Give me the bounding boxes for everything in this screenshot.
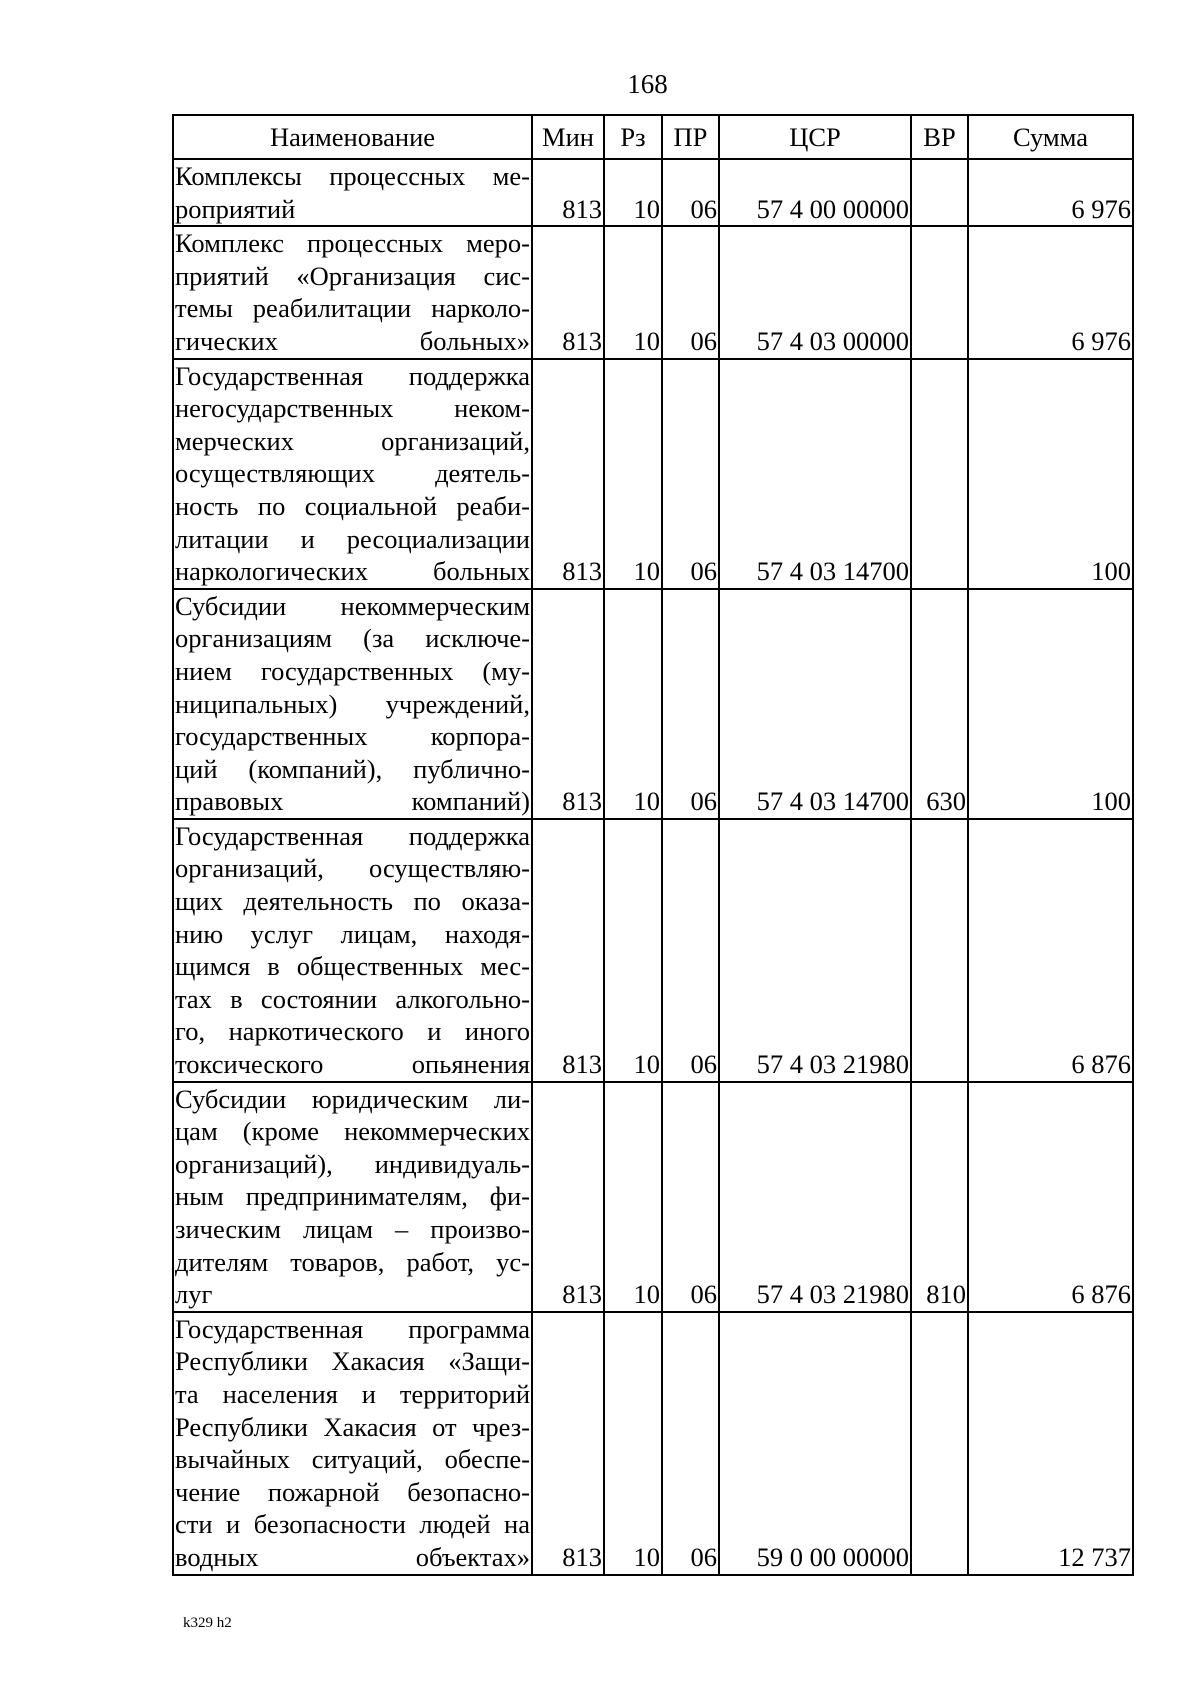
row-name: Субсидии некоммерческим организациям (за исключе- нием государственных (му- ниципальных) учреждений, государственных корпора- ций (компаний), публично- правовых компаний) — [173, 589, 532, 819]
row-rz: 10 — [604, 359, 662, 589]
header-csr: ЦСР — [719, 115, 911, 159]
table-row — [173, 1312, 1133, 1575]
row-sum: 12 737 — [968, 1312, 1133, 1575]
row-csr: 57 4 03 00000 — [719, 226, 911, 358]
table-row — [173, 1082, 1133, 1312]
row-pr: 06 — [662, 159, 719, 226]
row-min: 813 — [532, 589, 604, 819]
header-sum: Сумма — [968, 115, 1133, 159]
row-pr: 06 — [662, 226, 719, 358]
row-min: 813 — [532, 819, 604, 1082]
row-min: 813 — [532, 1082, 604, 1312]
row-csr: 57 4 03 14700 — [719, 359, 911, 589]
row-vr — [911, 1312, 968, 1575]
header-vr: ВР — [911, 115, 968, 159]
row-vr — [911, 159, 968, 226]
table-header-row — [173, 115, 1133, 159]
row-pr: 06 — [662, 1082, 719, 1312]
row-csr: 57 4 03 21980 — [719, 1082, 911, 1312]
table-row — [173, 159, 1133, 226]
row-csr: 57 4 00 00000 — [719, 159, 911, 226]
row-vr — [911, 819, 968, 1082]
row-pr: 06 — [662, 1312, 719, 1575]
row-vr — [911, 226, 968, 358]
row-sum: 6 976 — [968, 159, 1133, 226]
header-name: Наименование — [173, 115, 532, 159]
row-name: Государственная поддержка негосударственных неком- мерческих организаций, осуществляющих деятель- ность по социальной реаби- литации и ресоциализации наркологических больных — [173, 359, 532, 589]
row-csr: 57 4 03 21980 — [719, 819, 911, 1082]
row-sum: 100 — [968, 359, 1133, 589]
header-pr: ПР — [662, 115, 719, 159]
row-name: Субсидии юридическим ли- цам (кроме некоммерческих организаций), индивидуаль- ным предпринимателям, фи- зическим лицам – произво- дителям товаров, работ, ус- луг — [173, 1082, 532, 1312]
row-rz: 10 — [604, 226, 662, 358]
table-row — [173, 226, 1133, 358]
row-vr — [911, 359, 968, 589]
row-name: Комплексы процессных ме- роприятий — [173, 159, 532, 226]
row-sum: 6 876 — [968, 819, 1133, 1082]
row-sum: 6 976 — [968, 226, 1133, 358]
table-row — [173, 819, 1133, 1082]
page-number: 168 — [627, 69, 668, 99]
row-pr: 06 — [662, 359, 719, 589]
table-row — [173, 589, 1133, 819]
budget-table — [172, 114, 1134, 1576]
row-rz: 10 — [604, 1312, 662, 1575]
table-row — [173, 359, 1133, 589]
row-sum: 6 876 — [968, 1082, 1133, 1312]
row-csr: 57 4 03 14700 — [719, 589, 911, 819]
row-vr: 810 — [911, 1082, 968, 1312]
row-rz: 10 — [604, 589, 662, 819]
row-min: 813 — [532, 359, 604, 589]
row-rz: 10 — [604, 159, 662, 226]
row-min: 813 — [532, 226, 604, 358]
row-name: Государственная программа Республики Хакасия «Защи- та населения и территорий Республики Хакасия от чрез- вычайных ситуаций, обеспе- чение пожарной безопасно- сти и безопасности людей на водных объектах» — [173, 1312, 532, 1575]
row-name: Комплекс процессных меро- приятий «Организация сис- темы реабилитации нарколо- гических больных» — [173, 226, 532, 358]
row-min: 813 — [532, 1312, 604, 1575]
row-csr: 59 0 00 00000 — [719, 1312, 911, 1575]
row-min: 813 — [532, 159, 604, 226]
row-rz: 10 — [604, 819, 662, 1082]
row-pr: 06 — [662, 819, 719, 1082]
row-pr: 06 — [662, 589, 719, 819]
row-name: Государственная поддержка организаций, осуществляю- щих деятельность по оказа- нию услуг лицам, находя- щимся в общественных мес- тах в состоянии алкогольно- го, наркотического и иного токсического опьянения — [173, 819, 532, 1082]
header-rz: Рз — [604, 115, 662, 159]
footer-document-code: k329 h2 — [183, 1615, 232, 1631]
row-sum: 100 — [968, 589, 1133, 819]
row-rz: 10 — [604, 1082, 662, 1312]
header-min: Мин — [532, 115, 604, 159]
row-vr: 630 — [911, 589, 968, 819]
